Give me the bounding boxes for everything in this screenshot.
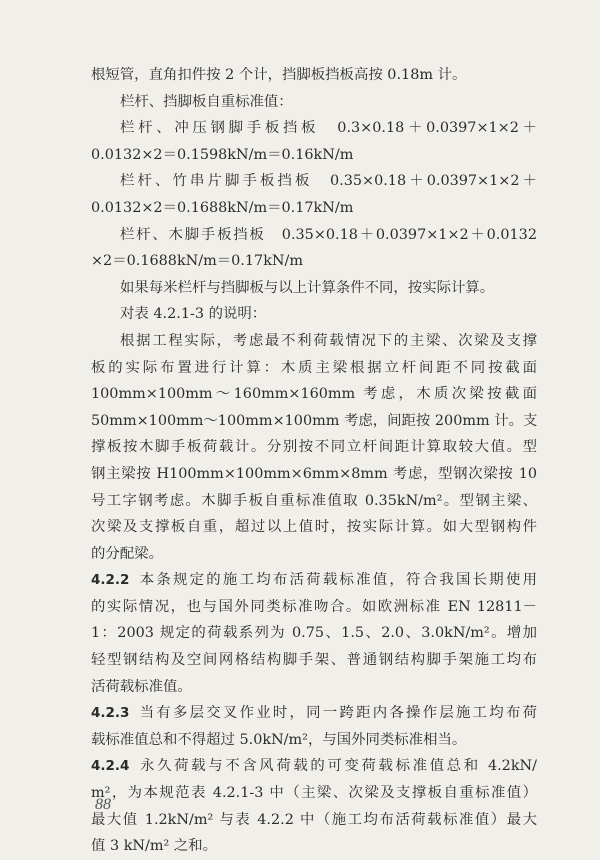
text-line bbox=[91, 195, 537, 222]
line-text: 当有多层交叉作业时，同一跨距内各操作层施工均布荷 bbox=[137, 705, 537, 722]
text-line bbox=[91, 355, 537, 382]
line-text: 永久荷载与不含风荷载的可变荷载标准值总和 4.2kN/ bbox=[137, 758, 537, 775]
text-line bbox=[91, 381, 537, 408]
line-text: 号工字钢考虑。木脚手板自重标准值取 0.35kN/m²。型钢主梁、 bbox=[91, 492, 537, 509]
line-text: 本条规定的施工均布活荷载标准值，符合我国长期使用 bbox=[137, 572, 537, 589]
text-line bbox=[91, 222, 537, 249]
text-line bbox=[91, 408, 537, 435]
line-text: 轻型钢结构及空间网格结构脚手架、普通钢结构脚手架施工均布 bbox=[91, 652, 537, 669]
text-line bbox=[91, 275, 537, 302]
text-line bbox=[91, 115, 537, 142]
text-line bbox=[91, 541, 537, 568]
text-line bbox=[91, 780, 537, 807]
text-line bbox=[91, 142, 537, 169]
section-number: 4.2.2 bbox=[91, 572, 130, 589]
line-text: 栏杆、挡脚板自重标准值： bbox=[120, 93, 293, 110]
line-text: m²，为本规范表 4.2.1-3 中（主梁、次梁及支撑板自重标准值） bbox=[91, 785, 537, 802]
text-line bbox=[91, 807, 537, 834]
text-line bbox=[91, 168, 537, 195]
text-line bbox=[91, 727, 537, 754]
page-number: 88 bbox=[95, 796, 111, 813]
line-text: 1：2003 规定的荷载系列为 0.75、1.5、2.0、3.0kN/m²。增加 bbox=[91, 625, 537, 642]
line-text: 根短管，直角扣件按 2 个计，挡脚板挡板高按 0.18m 计。 bbox=[91, 67, 467, 83]
text-line bbox=[91, 620, 537, 647]
line-text: 钢主梁按 H100mm×100mm×6mm×8mm 考虑，型钢次梁按 10 bbox=[91, 465, 537, 482]
text-line bbox=[91, 833, 537, 860]
line-text: 根据工程实际，考虑最不利荷载情况下的主梁、次梁及支撑 bbox=[120, 332, 537, 349]
text-line bbox=[91, 594, 537, 621]
line-text: 100mm×100mm～160mm×160mm 考虑，木质次梁按截面 bbox=[91, 386, 537, 403]
text-line bbox=[91, 488, 537, 515]
line-text: ×2＝0.1688kN/m＝0.17kN/m bbox=[91, 253, 304, 270]
line-text: 的实际情况，也与国外同类标准吻合。如欧洲标准 EN 12811－ bbox=[91, 598, 537, 615]
section-number: 4.2.4 bbox=[91, 758, 130, 775]
section-number: 4.2.3 bbox=[91, 705, 130, 722]
line-text: 撑板按木脚手板荷载计。分别按不同立杆间距计算取较大值。型 bbox=[91, 439, 537, 456]
text-line bbox=[91, 461, 537, 488]
line-text: 栏杆、冲压钢脚手板挡板 0.3×0.18＋0.0397×1×2＋ bbox=[120, 120, 537, 137]
line-text: 次梁及支撑板自重，超过以上值时，按实际计算。如大型钢构件 bbox=[91, 519, 537, 536]
line-text: 值 3 kN/m² 之和。 bbox=[91, 838, 218, 855]
text-line bbox=[91, 248, 537, 275]
text-line bbox=[91, 62, 537, 89]
line-text: 50mm×100mm～100mm×100mm 考虑，间距按 200mm 计。支 bbox=[91, 412, 537, 429]
line-text: 载标准值总和不得超过 5.0kN/m²，与国外同类标准相当。 bbox=[91, 731, 467, 748]
text-line bbox=[91, 301, 537, 328]
text-line bbox=[91, 434, 537, 461]
text-line bbox=[91, 674, 537, 701]
line-text: 栏杆、木脚手板挡板 0.35×0.18＋0.0397×1×2＋0.0132 bbox=[120, 226, 537, 243]
text-line bbox=[91, 700, 537, 727]
text-line bbox=[91, 89, 537, 116]
line-text: 0.0132×2＝0.1688kN/m＝0.17kN/m bbox=[91, 199, 354, 216]
line-text: 栏杆、竹串片脚手板挡板 0.35×0.18＋0.0397×1×2＋ bbox=[120, 173, 537, 190]
text-line bbox=[91, 647, 537, 674]
text-line bbox=[91, 328, 537, 355]
line-text: 活荷载标准值。 bbox=[91, 678, 192, 695]
line-text: 如果每米栏杆与挡脚板与以上计算条件不同，按实际计算。 bbox=[120, 279, 495, 296]
body-text bbox=[91, 62, 537, 860]
text-line bbox=[91, 567, 537, 594]
text-line bbox=[91, 753, 537, 780]
text-line bbox=[91, 514, 537, 541]
line-text: 板的实际布置进行计算：木质主梁根据立杆间距不同按截面 bbox=[91, 359, 537, 376]
line-text: 对表 4.2.1-3 的说明： bbox=[120, 306, 267, 323]
line-text: 最大值 1.2kN/m² 与表 4.2.2 中（施工均布活荷载标准值）最大 bbox=[91, 811, 537, 828]
line-text: 的分配梁。 bbox=[91, 545, 163, 562]
line-text: 0.0132×2＝0.1598kN/m＝0.16kN/m bbox=[91, 146, 354, 163]
